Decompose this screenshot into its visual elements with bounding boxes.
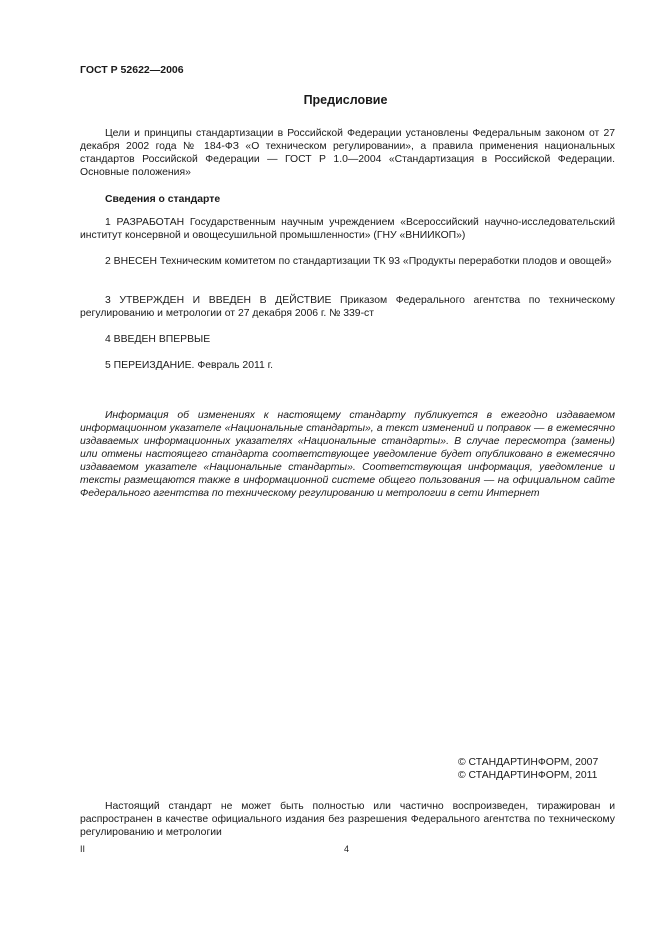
info-item-3: 3 УТВЕРЖДЕН И ВВЕДЕН В ДЕЙСТВИЕ Приказом Федерального агентства по техническому регулированию и метрологии от 27 декабря 2006 г. № 339-ст xyxy=(80,295,615,319)
intro-paragraph: Цели и принципы стандартизации в Российской Федерации установлены Федеральным законом от 27 декабря 2002 года № 184-ФЗ «О техническом регулировании», а правила применения национальных стандартов Российской Федерации — ГОСТ Р 1.0—2004 «Стандартизация в Российской Федерации. Основные положения» xyxy=(80,128,615,178)
copyright-line-2: © СТАНДАРТИНФОРМ, 2011 xyxy=(458,770,598,781)
reproduction-notice: Настоящий стандарт не может быть полностью или частично воспроизведен, тиражирован и распространен в качестве официального издания без разрешения Федерального агентства по техническому регулированию и метрологии xyxy=(80,801,615,838)
info-item-5: 5 ПЕРЕИЗДАНИЕ. Февраль 2011 г. xyxy=(105,360,274,371)
standard-code: ГОСТ Р 52622—2006 xyxy=(80,64,184,76)
changes-info-paragraph: Информация об изменениях к настоящему стандарту публикуется в ежегодно издаваемом информационном указателе «Национальные стандарты», а текст изменений и поправок — в ежемесячно издаваемых информационных указателях «Национальные стандарты». В случае пересмотра (замены) или отмены настоящего стандарта соответствующее уведомление будет опубликовано в ежемесячно издаваемом указателе «Национальные стандарты». Соответствующая информация, уведомление и тексты размещаются также в информационной системе общего пользования — на официальном сайте Федерального агентства по техническому регулированию и метрологии в сети Интернет xyxy=(80,410,615,499)
page-title: Предисловие xyxy=(303,93,388,107)
info-heading: Сведения о стандарте xyxy=(105,194,221,205)
info-item-4: 4 ВВЕДЕН ВПЕРВЫЕ xyxy=(105,334,211,345)
roman-page-number: II xyxy=(80,844,86,854)
copyright-line-1: © СТАНДАРТИНФОРМ, 2007 xyxy=(458,757,599,768)
info-item-1: 1 РАЗРАБОТАН Государственным научным учреждением «Всероссийский научно-исследовательский институт консервной и овощесушильной промышленности» (ГНУ «ВНИИКОП») xyxy=(80,217,615,241)
page-number: 4 xyxy=(344,844,350,854)
info-item-2: 2 ВНЕСЕН Техническим комитетом по стандартизации ТК 93 «Продукты переработки плодов и овощей» xyxy=(105,256,612,267)
